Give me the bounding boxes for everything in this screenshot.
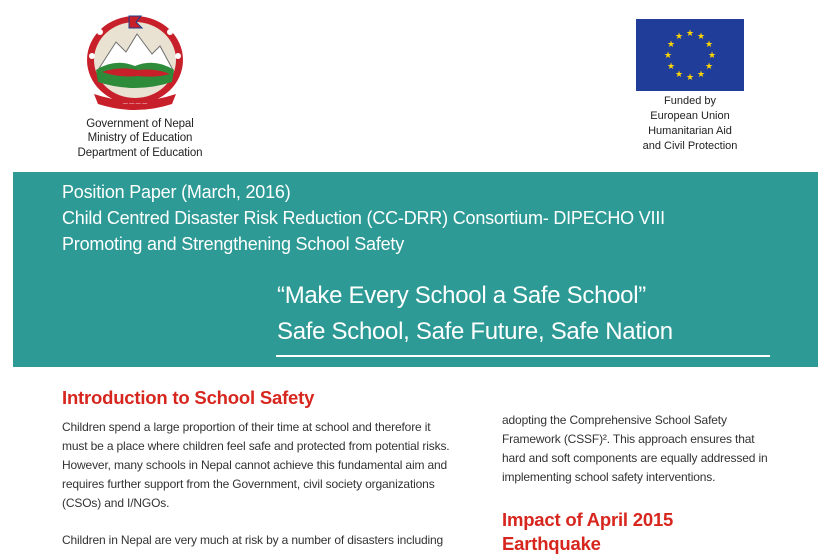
eu-humanitarian-aid: Humanitarian Aid [648,125,732,137]
svg-text:★: ★ [666,62,676,72]
eu-flag-icon [636,19,744,91]
intro-paragraph-line: must be a place where children feel safe and protected from potential risks. [62,439,450,453]
cssf-paragraph-line: hard and soft components are equally addressed in [502,451,768,465]
svg-text:★: ★ [674,70,684,80]
earthquake-heading-line2: Earthquake [502,533,601,554]
intro-paragraph-line: requires further support from the Government, civil society organizations [62,477,435,491]
cssf-paragraph-line: Framework (CSSF)². This approach ensures that [502,432,755,446]
position-paper-date: Position Paper (March, 2016) [62,182,291,202]
ministry-name: Ministry of Education [87,132,193,144]
intro-paragraph-line: Children spend a large proportion of their time at school and therefore it [62,420,431,434]
svg-text:★: ★ [685,29,695,39]
title-banner [13,172,818,367]
svg-text:★: ★ [707,51,717,61]
government-name: Government of Nepal [86,118,194,130]
cssf-paragraph-line: adopting the Comprehensive School Safety [502,413,727,427]
slogan-primary: “Make Every School a Safe School” [277,282,646,309]
earthquake-heading-line1: Impact of April 2015 [502,509,674,530]
nepal-emblem-icon [80,12,190,117]
eu-civil-protection: and Civil Protection [642,140,738,152]
intro-paragraph-line: Children in Nepal are very much at risk by a number of disasters including [62,533,444,547]
svg-text:★: ★ [685,73,695,83]
eu-name: European Union [650,110,730,122]
eu-funded-by: Funded by [664,95,716,107]
consortium-title: Child Centred Disaster Risk Reduction (CC-DRR) Consortium- DIPECHO VIII [62,208,665,228]
cssf-paragraph-line: implementing school safety interventions. [502,470,716,484]
paper-subtitle: Promoting and Strengthening School Safety [62,234,405,254]
svg-text:★: ★ [696,70,706,80]
intro-paragraph-line: However, many schools in Nepal cannot achieve this fundamental aim and [62,458,448,472]
slogan-underline [276,355,770,357]
svg-text:— — — —: — — — — [122,101,148,107]
slogan-secondary: Safe School, Safe Future, Safe Nation [277,318,673,345]
intro-paragraph-line: (CSOs) and I/NGOs. [62,496,170,510]
svg-text:★: ★ [666,40,676,50]
department-name: Department of Education [77,147,203,159]
svg-text:★: ★ [663,51,673,61]
svg-text:★: ★ [696,32,706,42]
intro-heading: Introduction to School Safety [62,387,315,408]
svg-text:★: ★ [674,32,684,42]
svg-text:★: ★ [704,62,714,72]
svg-text:★: ★ [704,40,714,50]
